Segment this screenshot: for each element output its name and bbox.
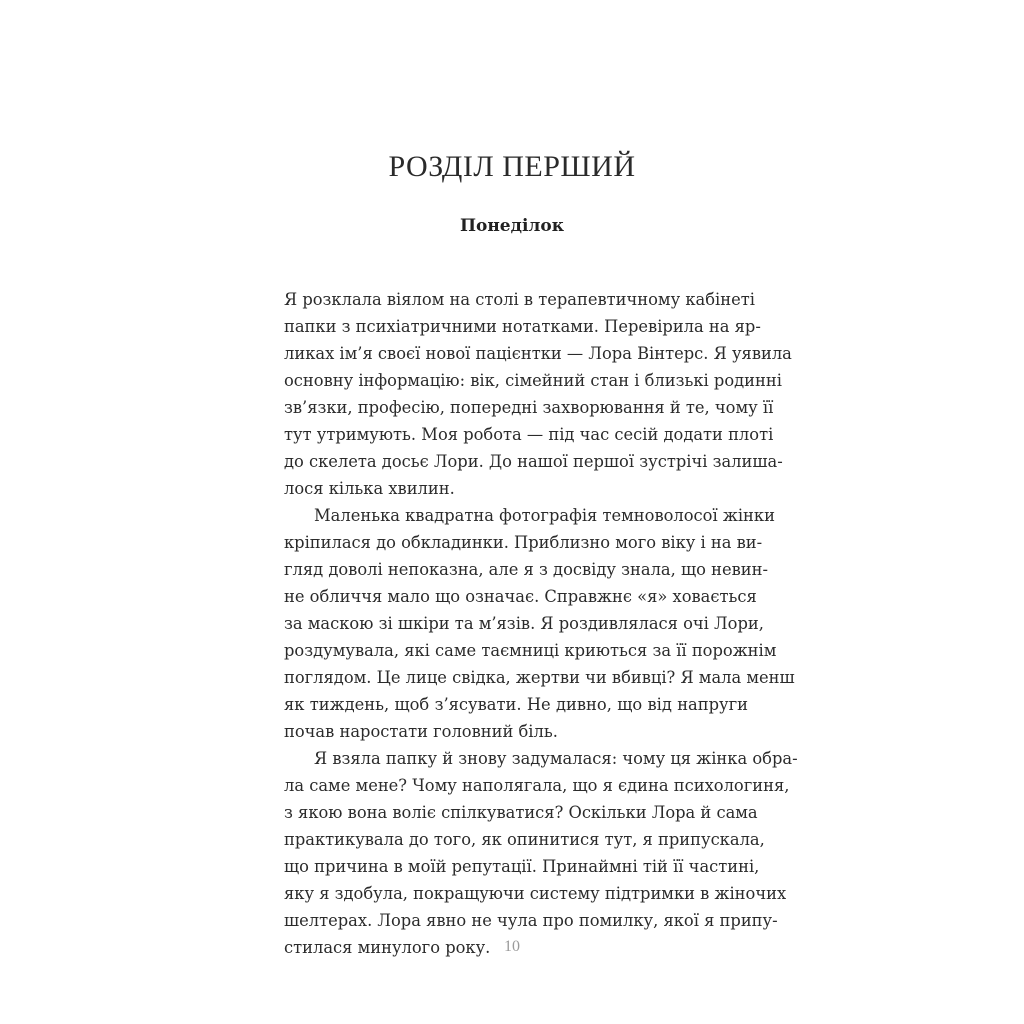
paragraph-1 (284, 286, 792, 502)
text-line: як тиждень, щоб з’ясувати. Не дивно, що від напруги (284, 695, 748, 714)
text-line: за маскою зі шкіри та м’язів. Я роздивлялася очі Лори, (284, 614, 764, 633)
text-line: поглядом. Це лице свідка, жертви чи вбивці? Я мала менш (284, 668, 795, 687)
text-line: з якою вона воліє спілкуватися? Оскільки Лора й сама (284, 803, 758, 822)
paragraph-3 (284, 745, 798, 961)
text-line: що причина в моїй репутації. Принаймні тій її частині, (284, 857, 760, 876)
text-line: ликах ім’я своєї нової пацієнтки — Лора Вінтерс. Я уявила (284, 344, 792, 363)
text-line: Я взяла папку й знову задумалася: чому ця жінка обра- (314, 749, 798, 768)
text-line: почав наростати головний біль. (284, 722, 558, 741)
text-line: папки з психіатричними нотатками. Перевірила на яр- (284, 317, 761, 336)
text-line: роздумувала, які саме таємниці криються за її порожнім (284, 641, 777, 660)
text-line: до скелета досьє Лори. До нашої першої зустрічі залиша- (284, 452, 783, 471)
text-line: не обличчя мало що означає. Справжнє «я» ховається (284, 587, 757, 606)
text-line: практикувала до того, як опинитися тут, я припускала, (284, 830, 765, 849)
text-line: основну інформацію: вік, сімейний стан і близькі родинні (284, 371, 782, 390)
text-line: зв’язки, професію, попередні захворювання й те, чому її (284, 398, 774, 417)
text-line: гляд доволі непоказна, але я з досвіду знала, що невин- (284, 560, 768, 579)
page-number: 10 (504, 938, 520, 955)
section-title: Понеділок (459, 216, 565, 236)
chapter-title: РОЗДІЛ ПЕРШИЙ (388, 150, 636, 183)
text-line: Маленька квадратна фотографія темноволосої жінки (314, 506, 775, 525)
text-line: Я розклала віялом на столі в терапевтичному кабінеті (284, 290, 755, 309)
body-text (284, 286, 798, 961)
text-line: шелтерах. Лора явно не чула про помилку, якої я припу- (284, 911, 778, 930)
paragraph-2 (284, 502, 795, 745)
text-line: тут утримують. Моя робота — під час сесій додати плоті (284, 425, 774, 444)
text-line: яку я здобула, покращуючи систему підтримки в жіночих (284, 884, 787, 903)
text-line: ла саме мене? Чому наполягала, що я єдина психологиня, (284, 776, 790, 795)
text-line: стилася минулого року. (284, 938, 491, 957)
text-line: лося кілька хвилин. (284, 479, 455, 498)
text-line: кріпилася до обкладинки. Приблизно мого віку і на ви- (284, 533, 763, 552)
